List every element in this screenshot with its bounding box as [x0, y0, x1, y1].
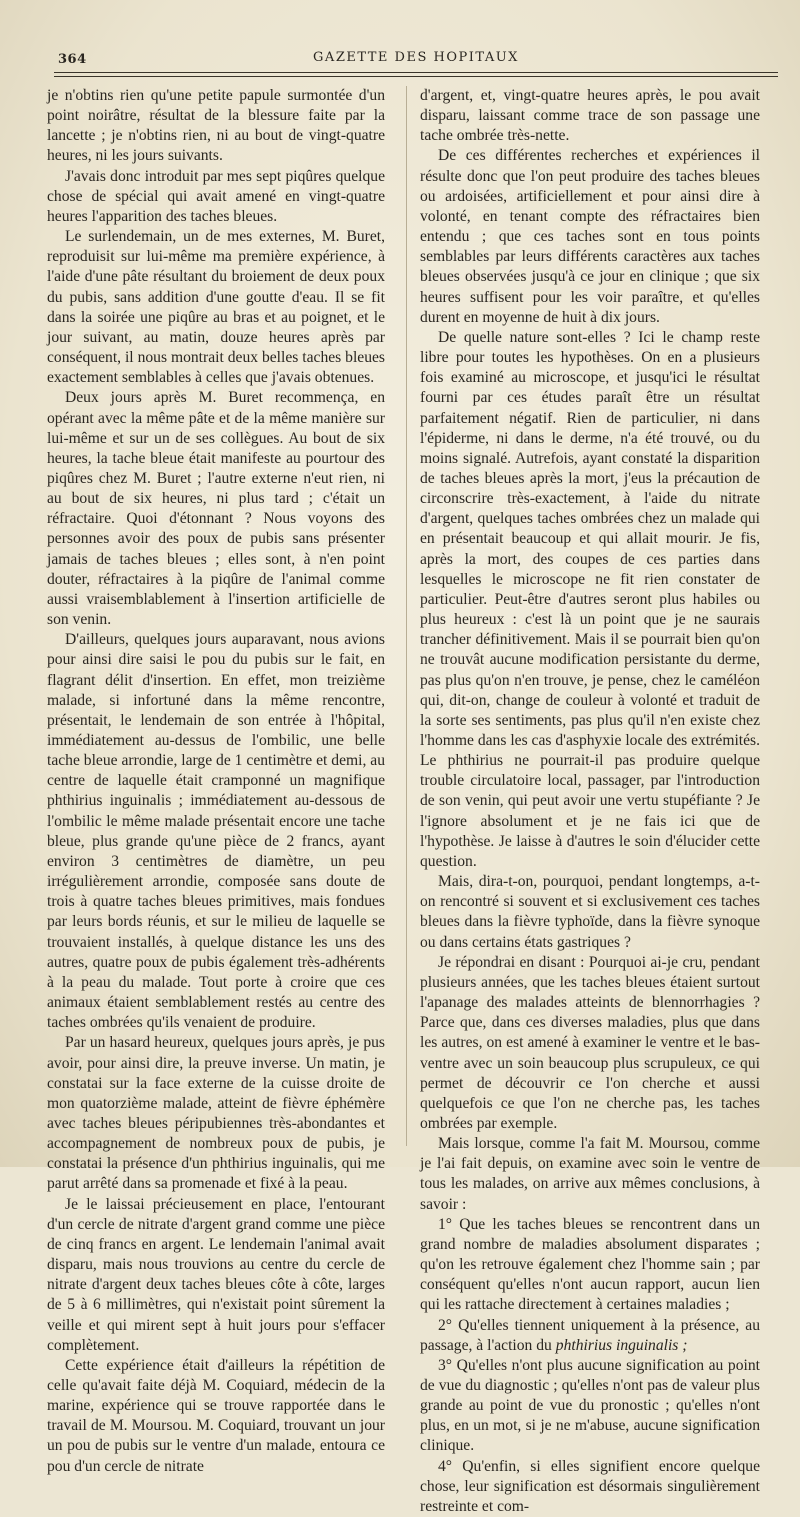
paragraph: Mais lorsque, comme l'a fait M. Moursou, comme je l'ai fait depuis, on examine avec soin le ventre de tous les malades, on arrive aux mêmes conclusions, à savoir :: [420, 1135, 760, 1213]
conclusion-item: 3° Qu'elles n'ont plus aucune signification au point de vue du diagnostic ; qu'elles n'ont pas de valeur plus grande au point de vue du pronostic ; qu'elles n'ont plus, en un mot, si je ne m'abuse, aucune signification clinique.: [420, 1356, 760, 1455]
paragraph: Par un hasard heureux, quelques jours après, je pus avoir, pour ainsi dire, la preuve inverse. Un matin, je constatai sur la face externe de la cuisse droite de mon quatorzième malade, atteint de fièvre éphémère avec taches bleues péripubiennes très-abondantes et accompagnement de nombreux poux de pubis, je constatai la présence d'un phthirius inguinalis, qui me parut arrêté dans sa promenade et fixé à la peau.: [47, 1034, 385, 1193]
paragraph: De ces différentes recherches et expériences il résulte donc que l'on peut produire des taches bleues ou ardoisées, artificiellement et pour ainsi dire à volonté, en tenant compte des réfractaires bien entendu ; que ces taches sont en tous points semblables par leurs différents caractères aux taches bleues observées jusqu'à ce jour en clinique ; que six heures suffisent pour les voir paraître, et qu'elles durent en moyenne de huit à dix jours.: [420, 147, 760, 326]
paragraph: D'ailleurs, quelques jours auparavant, nous avions pour ainsi dire saisi le pou du pubis sur le fait, en flagrant délit d'insertion. En effet, mon treizième malade, si infortuné dans la même rencontre, présentait, le lendemain de son entrée à l'hôpital, immédiatement au-dessus de l'ombilic, une belle tache bleue arrondie, large de 1 centimètre et demi, au centre de laquelle était cramponné un magnifique phthirius inguinalis ; immédiatement au-dessous de l'ombilic le même malade présentait encore une tache bleue, plus grande qu'une pièce de 2 francs, ayant environ 3 centimètres de diamètre, un peu irrégulièrement arrondie, composée sans doute de trois à quatre taches bleues primitives, mais fondues par leurs bords réunis, et sur le milieu de laquelle se trouvaient installés, à quelque distance les uns des autres, quatre poux de pubis également très-adhérents à la peau du malade. Tout porte à croire que ces animaux étaient semblablement restés au centre des taches ombrées qu'ils venaient de produire.: [47, 631, 385, 1032]
column-divider: [406, 86, 407, 1146]
page-number: 364: [58, 52, 87, 67]
paragraph: De quelle nature sont-elles ? Ici le champ reste libre pour toutes les hypothèses. On en a plusieurs fois examiné au microscope, et jusqu'ici le résultat fourni par ces études paraît être un résultat parfaitement négatif. Rien de particulier, ni dans l'épiderme, ni dans le derme, n'a été trouvé, ou du moins signalé. Autrefois, ayant constaté la disparition de taches bleues après la mort, j'eus la précaution de circonscrire très-exactement, à l'aide du nitrate d'argent, quelques taches ombrées chez un malade qui en présentait beaucoup et qui allait mourir. Je fis, après la mort, des coupes de ces parties dans lesquelles le microscope ne fit rien constater de particulier. Peut-être d'autres seront plus habiles ou plus heureux : c'est là un point que je ne saurais trancher définitivement. Mais il se pourrait bien qu'on ne trouvât aucune modification persistante du derme, pas plus qu'on n'en trouve, je pense, chez le caméléon qui, dit-on, change de couleur à volonté et traduit de la sorte ses sentiments, pas plus qu'il n'en existe chez l'homme dans les cas d'asphyxie locale des extrémités. Le phthirius ne pourrait-il pas produire quelque trouble circulatoire local, passager, par l'introduction de son venin, qui peut avoir une vertu stupéfiante ? Je l'ignore absolument et je ne fais ici que de l'hypothèse. Je laisse à d'autres le soin d'élucider cette question.: [420, 328, 760, 870]
paragraph: Le surlendemain, un de mes externes, M. Buret, reproduisit sur lui-même ma première expérience, à l'aide d'une pâte résultant du broiement de deux poux du pubis, sans addition d'une goutte d'eau. Il se fit dans la soirée une piqûre au bras et au poignet, et le jour suivant, au matin, douze heures après par conséquent, il nous montrait deux belles taches bleues exactement semblables à celles que j'avais obtenues.: [47, 228, 385, 387]
right-column: [420, 86, 760, 1517]
left-column: [47, 86, 385, 1477]
paragraph: Deux jours après M. Buret recommença, en opérant avec la même pâte et de la même manière sur lui-même et sur un de ses collègues. Au bout de six heures, la tache bleue était manifeste au pourtour des piqûres chez M. Buret ; l'autre externe n'eut rien, ni au bout de six heures, ni plus tard ; c'était un réfractaire. Quoi d'étonnant ? Nous voyons des personnes avoir des poux de pubis sans présenter jamais de taches bleues ; elles sont, à n'en point douter, réfractaires à la piqûre de l'animal comme aussi vraisemblablement à l'insertion artificielle de son venin.: [47, 389, 385, 629]
paragraph: je n'obtins rien qu'une petite papule surmontée d'un point noirâtre, résultat de la blessure faite par la lancette ; je n'obtins rien, ni au bout de vingt-quatre heures, ni les jours suivants.: [47, 87, 385, 165]
paragraph: Je le laissai précieusement en place, l'entourant d'un cercle de nitrate d'argent grand comme une pièce de cinq francs en argent. Le lendemain l'animal avait disparu, mais nous trouvions au centre du cercle de nitrate d'argent deux taches bleues côte à côte, larges de 5 à 6 millimètres, qui n'existait point sûrement la veille et qui mirent sept à huit jours pour s'effacer complètement.: [47, 1195, 385, 1354]
paragraph: Mais, dira-t-on, pourquoi, pendant longtemps, a-t-on rencontré si souvent et si exclusivement ces taches bleues dans la fièvre typhoïde, dans la fièvre synoque ou dans certains états gastriques ?: [420, 873, 760, 951]
conclusion-item: [420, 1316, 760, 1356]
page-header: [54, 46, 778, 73]
item-text: 2° Qu'elles tiennent uniquement à la présence, au passage, à l'action du: [420, 1316, 760, 1354]
journal-title: GAZETTE DES HOPITAUX: [313, 50, 519, 65]
paragraph: Je répondrai en disant : Pourquoi ai-je cru, pendant plusieurs années, que les taches bleues étaient surtout l'apanage des malades atteints de blennorrhagies ? Parce que, dans ces diverses maladies, plus que dans les autres, on est amené à examiner le ventre et le bas-ventre avec un soin beaucoup plus scrupuleux, ce qui permet de découvrir ce l'on cherche et aussi quelquefois ce que l'on ne cherche pas, les taches ombrées par exemple.: [420, 953, 760, 1132]
conclusion-item: 1° Que les taches bleues se rencontrent dans un grand nombre de maladies absolument disparates ; qu'on les retrouve également chez l'homme sain ; par conséquent qu'elles n'ont aucun rapport, aucun lien qui les rattache directement à certaines maladies ;: [420, 1215, 760, 1314]
species-name: phthirius inguinalis ;: [555, 1336, 688, 1354]
paragraph: d'argent, et, vingt-quatre heures après, le pou avait disparu, laissant comme trace de son passage une tache ombrée très-nette.: [420, 87, 760, 145]
conclusion-item: 4° Qu'enfin, si elles signifient encore quelque chose, leur signification est désormais singulièrement restreinte et com-: [420, 1457, 760, 1515]
paragraph: Cette expérience était d'ailleurs la répétition de celle qu'avait faite déjà M. Coquiard, médecin de la marine, expérience qui se trouve rapportée dans le travail de M. Moursou. M. Coquiard, trouvant un jour un pou de pubis sur le ventre d'un malade, entoura ce pou d'un cercle de nitrate: [47, 1356, 385, 1475]
paragraph: J'avais donc introduit par mes sept piqûres quelque chose de spécial qui avait amené en vingt-quatre heures l'apparition des taches bleues.: [47, 167, 385, 225]
